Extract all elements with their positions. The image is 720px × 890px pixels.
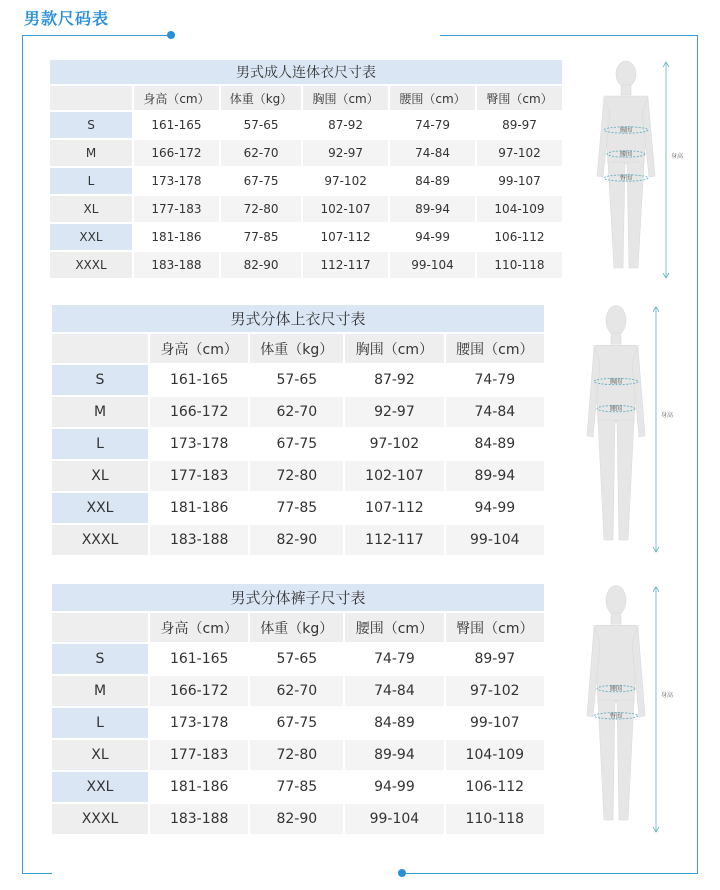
- table-cell: 102-107: [303, 196, 388, 222]
- size-label: XXL: [50, 224, 132, 250]
- table-cell: 87-92: [303, 112, 388, 138]
- table-cell: 107-112: [345, 493, 443, 523]
- table-cell: 94-99: [345, 772, 443, 802]
- table-row: [50, 224, 562, 250]
- chest-label: 胸围: [619, 127, 633, 134]
- table-cell: 89-94: [345, 740, 443, 770]
- table-cell: 104-109: [477, 196, 562, 222]
- table-cell: 74-84: [446, 397, 544, 427]
- table-row: [52, 493, 544, 523]
- table-title: 男式分体裤子尺寸表: [52, 584, 544, 611]
- column-header: 臀围（cm）: [477, 86, 562, 110]
- size-label: XXL: [52, 493, 148, 523]
- table-cell: 74-84: [345, 676, 443, 706]
- table-cell: 62-70: [221, 140, 301, 166]
- size-label: L: [52, 429, 148, 459]
- table-row: [52, 397, 544, 427]
- column-header: 臀围（cm）: [446, 613, 544, 642]
- head: [616, 61, 636, 87]
- silhouette: [597, 61, 655, 268]
- table-cell: 74-79: [345, 644, 443, 674]
- table-cell: 74-84: [390, 140, 475, 166]
- table-row: [52, 644, 544, 674]
- table-cell: 177-183: [134, 196, 219, 222]
- table-cell: 84-89: [446, 429, 544, 459]
- table-row: [50, 252, 562, 278]
- table-cell: 94-99: [390, 224, 475, 250]
- table-cell: 82-90: [250, 525, 343, 555]
- table-row: [52, 804, 544, 834]
- table-cell: 107-112: [303, 224, 388, 250]
- column-header: 胸围（cm）: [345, 334, 443, 363]
- table-row: [52, 772, 544, 802]
- table-cell: 99-104: [446, 525, 544, 555]
- size-label: XXXL: [52, 525, 148, 555]
- table-cell: 99-107: [477, 168, 562, 194]
- table-cell: 106-112: [446, 772, 544, 802]
- table-cell: 82-90: [250, 804, 343, 834]
- table-cell: 181-186: [134, 224, 219, 250]
- header-corner: [52, 613, 148, 642]
- waist-label: 腰围: [609, 685, 623, 693]
- table-row: [52, 461, 544, 491]
- table-cell: 183-188: [134, 252, 219, 278]
- table-cell: 57-65: [250, 365, 343, 395]
- size-label: M: [52, 676, 148, 706]
- waist-label: 腰围: [619, 151, 633, 158]
- table-cell: 173-178: [150, 708, 248, 738]
- table-cell: 87-92: [345, 365, 443, 395]
- table-cell: 177-183: [150, 461, 248, 491]
- size-label: M: [52, 397, 148, 427]
- column-header: 体重（kg）: [221, 86, 301, 110]
- waist-label: 腰围: [609, 405, 623, 413]
- frame-top-right: [440, 35, 698, 36]
- neck: [611, 613, 621, 624]
- table-cell: 183-188: [150, 525, 248, 555]
- table-cell: 112-117: [303, 252, 388, 278]
- table-cell: 89-94: [446, 461, 544, 491]
- table-cell: 161-165: [150, 644, 248, 674]
- table-cell: 181-186: [150, 772, 248, 802]
- height-label: 身高: [661, 692, 674, 699]
- body-figure-pants: [572, 580, 682, 838]
- frame-bottom-right: [404, 873, 698, 874]
- size-label: S: [52, 365, 148, 395]
- body-figure-onepiece: [582, 56, 692, 284]
- table-cell: 166-172: [150, 676, 248, 706]
- page-title: 男款尺码表: [24, 9, 110, 28]
- table-cell: 99-104: [345, 804, 443, 834]
- table-cell: 99-104: [390, 252, 475, 278]
- column-header: 腰围（cm）: [345, 613, 443, 642]
- size-table-top: [50, 303, 546, 557]
- table-cell: 84-89: [345, 708, 443, 738]
- table-cell: 89-97: [446, 644, 544, 674]
- table-row: [50, 112, 562, 138]
- column-header: 腰围（cm）: [390, 86, 475, 110]
- table-cell: 110-118: [446, 804, 544, 834]
- left-leg: [598, 420, 615, 540]
- size-label: XL: [52, 461, 148, 491]
- silhouette: [587, 586, 645, 820]
- size-label: XXXL: [50, 252, 132, 278]
- column-header: 腰围（cm）: [446, 334, 544, 363]
- table-cell: 74-79: [446, 365, 544, 395]
- frame-top-left: [22, 35, 172, 36]
- table-row: [50, 168, 562, 194]
- header-corner: [52, 334, 148, 363]
- table-cell: 62-70: [250, 676, 343, 706]
- frame-dot-top: [167, 31, 175, 39]
- size-label: M: [50, 140, 132, 166]
- table-cell: 173-178: [134, 168, 219, 194]
- size-label: S: [50, 112, 132, 138]
- size-table-pants: [50, 582, 546, 836]
- table-row: [52, 525, 544, 555]
- table-cell: 92-97: [303, 140, 388, 166]
- table-cell: 89-94: [390, 196, 475, 222]
- table-cell: 57-65: [221, 112, 301, 138]
- size-label: L: [52, 708, 148, 738]
- table-row: [50, 140, 562, 166]
- table-cell: 67-75: [250, 708, 343, 738]
- table-cell: 72-80: [221, 196, 301, 222]
- hip-label: 臀围: [609, 712, 623, 720]
- body-figure-top: [572, 300, 682, 558]
- table-cell: 110-118: [477, 252, 562, 278]
- table-row: [52, 365, 544, 395]
- table-row: [52, 676, 544, 706]
- column-header: 体重（kg）: [250, 334, 343, 363]
- column-header: 身高（cm）: [134, 86, 219, 110]
- table-cell: 74-79: [390, 112, 475, 138]
- table-cell: 161-165: [134, 112, 219, 138]
- header-corner: [50, 86, 132, 110]
- table-cell: 82-90: [221, 252, 301, 278]
- neck: [611, 333, 621, 344]
- table-cell: 177-183: [150, 740, 248, 770]
- table-cell: 173-178: [150, 429, 248, 459]
- table-cell: 67-75: [221, 168, 301, 194]
- table-cell: 97-102: [446, 676, 544, 706]
- table-row: [50, 196, 562, 222]
- size-label: XL: [50, 196, 132, 222]
- table-cell: 77-85: [250, 493, 343, 523]
- table-cell: 67-75: [250, 429, 343, 459]
- table-row: [52, 740, 544, 770]
- size-table-onepiece: [48, 58, 564, 280]
- frame-dot-bottom: [398, 869, 406, 877]
- table-cell: 183-188: [150, 804, 248, 834]
- table-cell: 166-172: [150, 397, 248, 427]
- head: [606, 586, 626, 615]
- chest-label: 胸围: [609, 378, 623, 386]
- right-leg: [617, 420, 634, 540]
- table-cell: 181-186: [150, 493, 248, 523]
- table-cell: 77-85: [221, 224, 301, 250]
- height-label: 身高: [661, 412, 674, 419]
- table-cell: 57-65: [250, 644, 343, 674]
- table-cell: 72-80: [250, 740, 343, 770]
- column-header: 身高（cm）: [150, 613, 248, 642]
- table-cell: 72-80: [250, 461, 343, 491]
- size-label: XL: [52, 740, 148, 770]
- size-label: L: [50, 168, 132, 194]
- table-title: 男式成人连体衣尺寸表: [50, 60, 562, 84]
- table-row: [52, 429, 544, 459]
- table-cell: 94-99: [446, 493, 544, 523]
- table-cell: 62-70: [250, 397, 343, 427]
- frame-bottom-left: [22, 873, 52, 874]
- table-cell: 104-109: [446, 740, 544, 770]
- size-label: XXXL: [52, 804, 148, 834]
- column-header: 身高（cm）: [150, 334, 248, 363]
- table-cell: 89-97: [477, 112, 562, 138]
- hip-label: 臀围: [619, 175, 633, 182]
- column-header: 体重（kg）: [250, 613, 343, 642]
- table-cell: 112-117: [345, 525, 443, 555]
- table-title: 男式分体上衣尺寸表: [52, 305, 544, 332]
- size-label: XXL: [52, 772, 148, 802]
- table-cell: 77-85: [250, 772, 343, 802]
- height-label: 身高: [671, 153, 684, 160]
- silhouette: [587, 306, 645, 540]
- column-header: 胸围（cm）: [303, 86, 388, 110]
- table-cell: 166-172: [134, 140, 219, 166]
- table-cell: 97-102: [345, 429, 443, 459]
- table-cell: 97-102: [303, 168, 388, 194]
- table-cell: 102-107: [345, 461, 443, 491]
- table-cell: 99-107: [446, 708, 544, 738]
- frame-left: [22, 35, 23, 874]
- table-cell: 97-102: [477, 140, 562, 166]
- table-cell: 84-89: [390, 168, 475, 194]
- frame-right: [697, 35, 698, 874]
- head: [606, 306, 626, 335]
- table-cell: 161-165: [150, 365, 248, 395]
- size-label: S: [52, 644, 148, 674]
- table-row: [52, 708, 544, 738]
- table-cell: 106-112: [477, 224, 562, 250]
- neck: [621, 85, 631, 95]
- table-cell: 92-97: [345, 397, 443, 427]
